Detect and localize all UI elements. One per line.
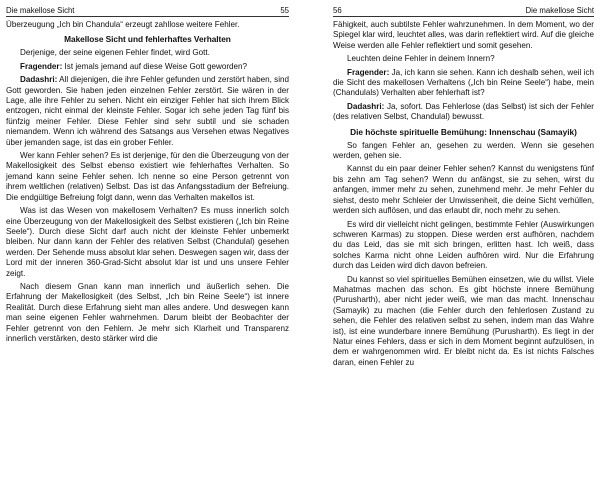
speaker-label-fragender: Fragender: bbox=[347, 67, 390, 77]
left-paragraph-7: Nach diesem Gnan kann man innerlich und äußerlich sehen. Die Erfahrung der Makellosigkeit (des Selbst, „Ich bin Reine Seele“) ist innere Realität. Durch diese Erfahrung sieht man alles andere. Und deswegen kann man seine eigenen Fehler wahrnehmen. Darum bleibt der Beobachter der Fehler getrennt von den Fehlern. Je mehr sich Klarheit und Transparenz innerlich verstärken, desto stärker wird die bbox=[6, 281, 289, 343]
right-paragraph-4-text: Ja, sofort. Das Fehlerlose (das Selbst) ist sich der Fehler (des relativen Selbst, Chandulal) bewusst. bbox=[333, 101, 594, 122]
right-paragraph-2: Leuchten deine Fehler in deinem Innern? bbox=[347, 54, 495, 64]
left-page-number: 55 bbox=[280, 6, 289, 15]
right-page bbox=[300, 0, 600, 485]
right-paragraph-3-text: Ja, ich kann sie sehen. Kann ich deshalb sehen, weil ich die Sicht des makellosen Verhaltens („Ich bin Reine Seele“) habe, mein (Chandulals) Verhalten aber fehlerhaft ist? bbox=[333, 67, 594, 98]
left-paragraph-4 bbox=[6, 75, 289, 148]
speaker-label-fragender: Fragender: bbox=[20, 61, 63, 71]
right-paragraph-6: Kannst du ein paar deiner Fehler sehen? Kannst du wenigstens fünf bis zehn am Tag sehen? Wenn du anfängst, sie zu sehen, wirst du anfangen, immer mehr zu sehen, zunehmend mehr. Je mehr Fehler du siehst, desto mehr Schleier der Unwissenheit, die deine Sicht verhüllen, werden sich auflösen, und das erlaubt dir, noch mehr zu sehen. bbox=[333, 164, 594, 216]
speaker-label-dadashri: Dadashri: bbox=[20, 75, 58, 85]
left-paragraph-5: Wer kann Fehler sehen? Es ist derjenige, für den die Überzeugung von der Makellosigkeit des Selbst ebenso existiert wie fehlerhaftes Verhalten. So jemand kann seine Fehler sehen. Ich nenne so eine Person getrennt von ihrem weltlichen (relativen) Selbst. Das ist das Anfangsstadium der Befreiung. Die endgültige Befreiung folgt dann, wenn das Verhalten makellos ist. bbox=[6, 151, 289, 202]
left-paragraph-6: Was ist das Wesen von makellosem Verhalten? Es muss innerlich solch eine Überzeugung von der Makellosigkeit des Selbst existieren („Ich bin Reine Seele“). Durch diese Sicht darf auch nicht der kleinste Fehler unbemerkt bleiben. Nur dann kann der Fehler des relativen Selbst (Chandulal) gesehen werden. Der Sehende muss absolut klar sehen. Deswegen sagen wir, dass der Lord mit der inneren 360-Grad-Sicht absolut klar ist und uns unsere Fehler zeigt. bbox=[6, 206, 289, 278]
left-paragraph-1: Überzeugung „Ich bin Chandula“ erzeugt zahllose weitere Fehler. bbox=[6, 20, 240, 29]
right-paragraph-3 bbox=[333, 68, 594, 99]
left-paragraph-3-text: Ist jemals jemand auf diese Weise Gott geworden? bbox=[62, 61, 248, 71]
right-header-title: Die makellose Sicht bbox=[525, 6, 594, 15]
left-paragraph-2: Derjenige, der seine eigenen Fehler findet, wird Gott. bbox=[20, 48, 210, 58]
right-paragraph-5: So fangen Fehler an, gesehen zu werden. Wenn sie gesehen werden, gehen sie. bbox=[333, 140, 594, 161]
right-paragraph-1: Fähigkeit, auch subtilste Fehler wahrzunehmen. In dem Moment, wo der Spiegel klar wird, leuchtet alles, was darin reflektiert wird. Auf die gleiche Weise werden alle Fehler reflektiert und somit gesehen. bbox=[333, 20, 594, 50]
left-section-heading: Makellose Sicht und fehlerhaftes Verhalten bbox=[64, 34, 231, 45]
right-paragraph-4 bbox=[333, 102, 594, 123]
left-running-head bbox=[6, 6, 289, 17]
right-section-heading: Die höchste spirituelle Bemühung: Innenschau (Samayik) bbox=[350, 126, 577, 137]
right-page-number: 56 bbox=[333, 6, 342, 15]
left-paragraph-4-text: All diejenigen, die ihre Fehler gefunden und zerstört haben, sind Gott geworden. Sie haben jeden einzelnen Fehler zerstört. Sie wären in der Lage, alle ihre Fehler zu sehen. Nicht ein einziger Fehler hat sich ihrem Blick entzogen, nicht einmal der kleinste Fehler. Sogar ich sehe jeden Tag fünf bis fünfzig meiner Fehler. Diese Fehler sind sehr subtil und sie schaden niemandem. Wenn ich während des Satsangs aus Versehen etwas Negatives über jemanden sage, ist das ein grober Fehler. bbox=[6, 75, 289, 147]
right-running-head bbox=[333, 6, 594, 17]
left-paragraph-3 bbox=[6, 62, 289, 72]
right-paragraph-8: Du kannst so viel spirituelles Bemühen einsetzen, wie du willst. Viele Mahatmas machen das schon. Es gibt höchste innere Bemühung (Purusharth), aber nicht jeder weiß, wie man das macht. Innenschau (Samayik) zu machen (die Fehler durch den fehlerlosen Zustand zu sehen, die Fehler des relativen selbst zu sehen, indem man das Wahre ist), ist eine wunderbare innere Bemühung (Purusharth). Es liegt in der Natur eines Fehlers, dass er sich in dem Moment beginnt aufzulösen, in dem er wahrgenommen wird. Er bleibt nicht da. Es ist nichts Falsches daran, einen Fehler zu bbox=[333, 274, 594, 367]
right-paragraph-7: Es wird dir vielleicht nicht gelingen, bestimmte Fehler (Auswirkungen schweren Karmas) zu stoppen. Diese werden erst aufhören, nachdem du das Leid, das sie mit sich bringen, erlitten hast. Ich weiß, dass solches Karma nicht ohne Leiden aufhören wird. Nur die Erfahrung durch das Leiden wird dich davon befreien. bbox=[333, 219, 594, 271]
left-header-title: Die makellose Sicht bbox=[6, 6, 75, 15]
speaker-label-dadashri: Dadashri: bbox=[347, 101, 385, 111]
